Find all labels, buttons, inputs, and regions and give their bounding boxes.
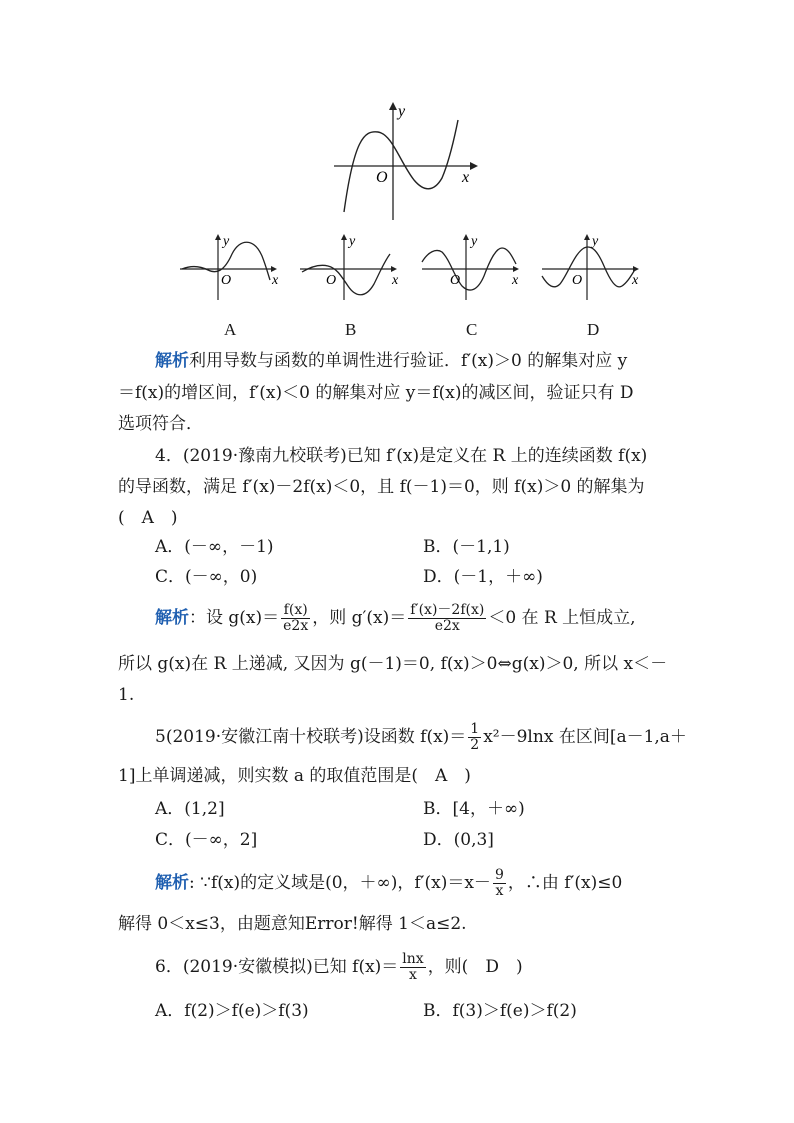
q4-option-a: A．(－∞，－1)	[155, 537, 274, 557]
main-derivative-graph	[330, 100, 480, 225]
q4-analysis-mid: ，则 g′(x)＝	[312, 608, 407, 628]
y-label: y	[592, 234, 599, 249]
q4-analysis-line2: 所以 g(x)在 R 上递减, 又因为 g(－1)＝0, f(x)＞0⇔g(x)＞0, 所以 x＜－	[118, 654, 668, 674]
arrow-x-icon	[513, 266, 519, 272]
arrow-y-icon	[584, 234, 590, 240]
frac-denominator: e2x	[283, 618, 309, 634]
q5-stem-line2: 1]上单调递减，则实数 a 的取值范围是( A )	[118, 766, 471, 786]
option-graph-a	[178, 232, 283, 302]
main-y-arrow-icon	[389, 102, 397, 110]
q5-analysis-line1	[155, 868, 622, 899]
q5-fraction-nine	[493, 868, 506, 899]
q6-option-a: A．f(2)＞f(e)＞f(3)	[155, 1001, 309, 1021]
frac-denominator: x	[495, 883, 504, 899]
origin-label: O	[572, 273, 583, 288]
q5-option-c: C．(－∞，2]	[155, 830, 258, 850]
q5-option-b: B．[4，＋∞)	[423, 799, 525, 819]
x-label: x	[632, 273, 639, 288]
frac-denominator: x	[409, 967, 417, 983]
q5-analysis-post: ，∴由 f′(x)≤0	[507, 873, 623, 893]
q5-option-a: A．(1,2]	[155, 799, 225, 819]
q3-analysis-line3: 选项符合．	[118, 414, 203, 434]
origin-label: O	[450, 273, 461, 288]
option-graph-d	[540, 232, 645, 302]
curve-d	[542, 247, 636, 287]
q5-stem-pre: 5(2019·安徽江南十校联考)设函数 f(x)＝	[155, 727, 467, 747]
q3-analysis-line2: ＝f(x)的增区间，f′(x)＜0 的解集对应 y＝f(x)的减区间，验证只有 D	[118, 383, 634, 403]
q4-stem-line2: 的导函数，满足 f′(x)－2f(x)＜0，且 f(－1)＝0，则 f(x)＞0 的解集为	[118, 477, 645, 497]
q5-fraction-half	[468, 722, 481, 753]
q4-stem-line1: 4．(2019·豫南九校联考)已知 f′(x)是定义在 R 上的连续函数 f(x)	[155, 446, 648, 466]
q4-option-c: C．(－∞，0)	[155, 567, 258, 587]
frac-numerator: 1	[470, 721, 480, 737]
q3-analysis-line1	[155, 348, 627, 374]
main-x-arrow-icon	[470, 162, 478, 170]
q5-stem-post: x²－9lnx 在区间[a－1,a＋	[483, 727, 687, 747]
arrow-x-icon	[271, 266, 277, 272]
analysis-tag: 解析	[155, 608, 189, 628]
arrow-y-icon	[463, 234, 469, 240]
q5-option-d: D．(0,3]	[423, 830, 494, 850]
analysis-tag: 解析	[155, 873, 189, 893]
curve-b	[302, 254, 390, 295]
x-label: x	[512, 273, 519, 288]
frac-numerator: f(x)	[281, 603, 310, 619]
q4-fraction-gprime	[408, 603, 486, 634]
analysis-tag: 解析	[155, 351, 189, 371]
main-x-label: x	[462, 169, 470, 186]
q6-fraction-lnx	[400, 952, 425, 983]
option-graph-b	[298, 232, 403, 302]
origin-label: O	[221, 273, 232, 288]
frac-numerator: lnx	[402, 951, 424, 967]
q5-stem-line1	[155, 722, 687, 753]
x-label: x	[392, 273, 399, 288]
q3-analysis-text1: 利用导数与函数的单调性进行验证．f′(x)＞0 的解集对应 y	[189, 351, 628, 371]
origin-label: O	[326, 273, 337, 288]
frac-denominator: e2x	[434, 618, 460, 634]
q4-analysis-post: ＜0 在 R 上恒成立,	[488, 608, 636, 628]
arrow-y-icon	[341, 234, 347, 240]
q5-analysis-pre: : ∵f(x)的定义域是(0，＋∞)，f′(x)＝x－	[189, 873, 491, 893]
x-label: x	[272, 273, 279, 288]
q4-analysis-line3: 1.	[118, 685, 135, 705]
q5-analysis-line2: 解得 0＜x≤3，由题意知Error!解得 1＜a≤2.	[118, 914, 467, 934]
arrow-y-icon	[215, 234, 221, 240]
q4-analysis-pre: ：设 g(x)＝	[189, 608, 280, 628]
q6-stem-pre: 6．(2019·安徽模拟)已知 f(x)＝	[155, 957, 399, 977]
q6-stem	[155, 952, 523, 983]
q4-option-b: B．(－1,1)	[423, 537, 510, 557]
frac-denominator: 2	[470, 737, 480, 753]
frac-numerator: 9	[494, 867, 504, 883]
frac-numerator: f′(x)－2f(x)	[410, 602, 485, 618]
q4-option-d: D．(－1，＋∞)	[423, 567, 543, 587]
main-y-label: y	[398, 103, 406, 120]
arrow-x-icon	[391, 266, 397, 272]
q4-analysis-line1	[155, 603, 636, 634]
q4-fraction-g	[281, 603, 310, 634]
option-label-a: A	[224, 320, 237, 339]
y-label: y	[223, 234, 230, 249]
option-label-d: D	[587, 320, 600, 339]
q6-option-b: B．f(3)＞f(e)＞f(2)	[423, 1001, 577, 1021]
q6-stem-post: ，则( D )	[427, 957, 523, 977]
y-label: y	[471, 234, 478, 249]
main-origin-label: O	[376, 169, 388, 186]
option-graph-c	[420, 232, 525, 302]
option-label-b: B	[345, 320, 357, 339]
option-label-c: C	[466, 320, 478, 339]
q4-answer: ( A )	[118, 508, 178, 528]
y-label: y	[349, 234, 356, 249]
